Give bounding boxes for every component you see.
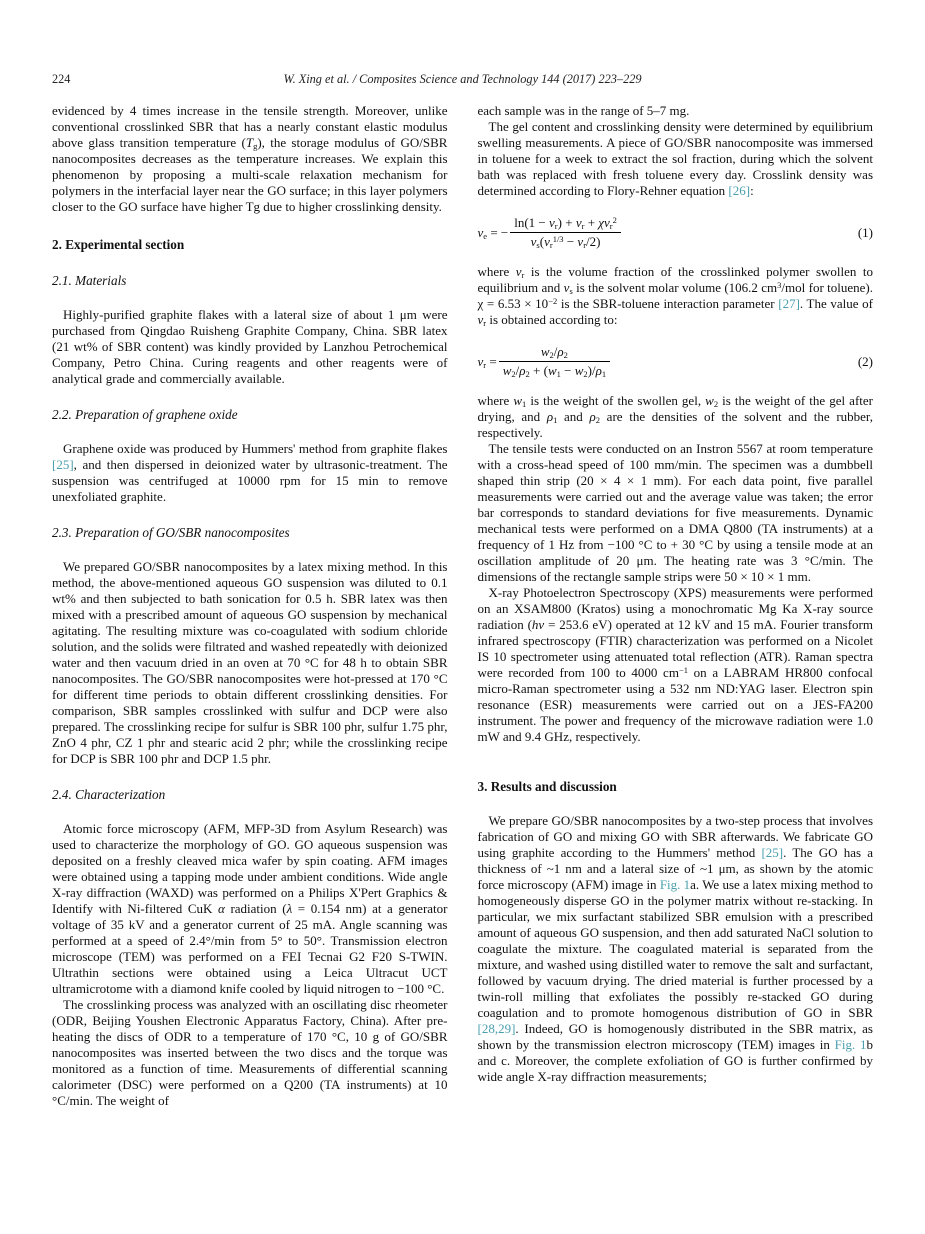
equation-1-lhs: $\nu_e$ = − — [477, 224, 509, 241]
sample-weight-paragraph: each sample was in the range of 5–7 mg. — [477, 103, 690, 118]
equation-2-fraction — [499, 344, 610, 379]
citation-link[interactable]: Fig. 1 — [834, 1037, 867, 1052]
right-column — [478, 103, 874, 1109]
citation-link[interactable]: [25] — [761, 845, 784, 860]
equation-1-fraction — [510, 215, 621, 250]
citation-link[interactable]: [27] — [778, 296, 800, 311]
equation-2-number: (2) — [857, 353, 873, 369]
intro-continuation-paragraph: evidenced by 4 times increase in the tensile strength. Moreover, unlike conventional crosslinked SBR that has a nearly constant elastic modulus above glass transition temperature $(T_g)$, the storage modulus of GO/SBR nanocomposites decreases as the temperature increases. We explain this phenomenon by proposing a multi-scale relaxation mechanism for polymers in the interfacial layer near the GO surface; in this layer polymers closer to the GO surface have higher Tg due to higher crosslinking density. — [52, 103, 448, 214]
nanocomposites-preparation-paragraph: We prepared GO/SBR nanocomposites by a latex mixing method. In this method, the above-mentioned aqueous GO suspension was diluted to 0.1 wt% and then subjected to bath sonication for 0.5 h. SBR latex was then mixed with a prescribed amount of aqueous GO suspension by mechanical agitating. The resulting mixture was co-coagulated with sodium chloride solution, and the solids were filtrated and washed repeatedly with deionized water and then vacuum dried in an oven at 70 °C for 48 h to obtain SBR nanocomposites. The GO/SBR nanocomposites were hot-pressed at 170 °C for different time periods to obtain different crosslinking densities. For comparison, SBR samples crosslinked with sulfur and DCP were also prepared. The crosslinking recipe for sulfur is SBR 100 phr, sulfur 1.75 phr, ZnO 4 phr, CZ 1 phr and stearic acid 2 phr; while the crosslinking recipe for DCP is SBR 100 phr and DCP 1.5 phr. — [52, 559, 448, 766]
section-2-1-heading: 2.1. Materials — [52, 273, 127, 288]
results-discussion-paragraph: We prepare GO/SBR nanocomposites by a two-step process that involves fabrication of GO and mixing GO with SBR afterwards. We fabricate GO using graphite according to the Hummers' method [25]. The GO has a thickness of ~1 nm and a lateral size of ~1 μm, as shown by the atomic force microscopy (AFM) image in Fig. 1a. We use a latex mixing method to homogeneously disperse GO in the polymer matrix without re-stacking. In particular, we mix surfactant stabilized SBR emulsion with a prescribed amount of aqueous GO suspension, and then add saturated NaCl solution to coagulate the mixture. The coagulated material is separated from the mixture, and washed using distilled water to remove the salt and surfactant, followed by vacuum drying. The dried material is further processed by a twin-roll milling that exfoliates the possibly re-stacked GO during coagulation and to promote homogenous distribution of GO in SBR [28,29]. Indeed, GO is homogenously distributed in the SBR matrix, as shown by the transmission electron microscopy (TEM) images in Fig. 1b and c. Moreover, the complete exfoliation of GO is further confirmed by wide angle X-ray diffraction measurements; — [477, 813, 873, 1084]
characterization-paragraph-1: Atomic force microscopy (AFM, MFP-3D from Asylum Research) was used to characterize the morphology of GO. GO aqueous suspension was deposited on a freshly cleaved mica wafer by spin coating. AFM images were obtained using a tapping mode under ambient conditions. Wide angle X-ray diffraction (WAXD) was performed on a Philips X'Pert Graphics & Identify with Ni-filtered CuK α radiation (λ = 0.154 nm) at a generator voltage of 35 kV and a generator current of 25 mA. Angle scanning was performed at a speed of 2.4°/min from 5° to 50°. Transmission electron microscope (TEM) was performed on a FEI Tecnai G2 F20 S-TWIN. Ultrathin sections were obtained using a Leica Ultracut UCT ultramicrotome with a diamond knife cooled by liquid nitrogen to −100 °C. — [52, 821, 448, 996]
equation-1-body — [478, 215, 621, 250]
vr-explanation-paragraph: where $w_1$ is the weight of the swollen gel, $w_2$ is the weight of the gel after drying, and $\rho_1$ and $\rho_2$ are the densities of the solvent and the rubber, respectively. — [477, 393, 873, 440]
materials-paragraph: Highly-purified graphite flakes with a lateral size of about 1 μm were purchased from Qingdao Ruisheng Graphite Company, China. SBR latex (21 wt% of SBR content) was kindly provided by Lanzhou Petrochemical Company, Petro China. Curing reagents and other reagents were of analytical grade and commercially available. — [52, 307, 448, 386]
equation-2 — [478, 344, 874, 379]
gel-content-paragraph: The gel content and crosslinking density were determined by equilibrium swelling measurements. A piece of GO/SBR nanocomposite was immersed in toluene for a week to extract the sol fraction, during which the solvent bath was replaced with fresh toluene every day. Crosslink density was determined according to Flory-Rehner equation [26]: — [477, 119, 873, 198]
section-2-4-heading: 2.4. Characterization — [52, 787, 166, 802]
equation-2-body — [478, 344, 611, 379]
equation-1 — [478, 215, 874, 250]
characterization-paragraph-2: The crosslinking process was analyzed with an oscillating disc rheometer (ODR, Beijing Youshen Electronic Apparatus Factory, China). After pre-heating the discs of ODR to a temperature of 170 °C, 10 g of GO/SBR nanocomposites was inserted between the two discs and the torque was monitored as a function of time. Measurements of differential scanning calorimeter (DSC) were performed on a Q200 (TA instruments) at 10 °C/min. The weight of — [52, 997, 448, 1108]
flory-rehner-explanation-paragraph: where $\nu_r$ is the volume fraction of the crosslinked polymer swollen to equilibrium and $\nu_s$ is the solvent molar volume (106.2 $cm^3$/mol for toluene). $\chi = 6.53 \times 10^{-2}$ is the SBR-toluene interaction parameter [27]. The value of $\nu_r$ is obtained according to: — [477, 264, 874, 329]
left-column — [52, 103, 448, 1109]
tensile-tests-paragraph: The tensile tests were conducted on an Instron 5567 at room temperature with a cross-head speed of 100 mm/min. The specimen was a dumbbell shaped thin strip (20 × 4 × 1 mm). For each data point, five parallel measurements were carried out and the average value was taken; the error bar corresponds to standard deviations for five measurements. Dynamic mechanical tests were performed on a DMA Q800 (TA instruments) at a frequency of 1 Hz from −100 °C to + 30 °C by using a tensile mode at an oscillation amplitude of 20 μm. The heating rate was 3 °C/min. The dimensions of the rectangle sample strips were 50 × 10 × 1 mm. — [477, 441, 873, 584]
xps-ftir-raman-paragraph: X-ray Photoelectron Spectroscopy (XPS) measurements were performed on an XSAM800 (Kratos) using a monochromatic Mg Ka X-ray source radiation (hν = 253.6 eV) operated at 12 kV and 15 mA. Fourier transform infrared spectroscopy (FTIR) characterization was performed on a Nicolet IS 10 spectrometer using attenuated total reflection (ATR). Raman spectra were recorded from 100 to 4000 $cm^{-1}$ on a LABRAM HR800 confocal micro-Raman spectrometer using a 532 nm ND:YAG laser. Electron spin resonance (ESR) measurements were carried out on a JES-FA200 instrument. The power and frequency of the microwave radiation were 1.0 mW and 9.4 GHz, respectively. — [477, 585, 873, 744]
equation-1-denominator: $\nu_s(\nu_r^{1/3} - \nu_r/2)$ — [510, 232, 621, 250]
citation-link[interactable]: [26] — [728, 183, 751, 198]
equation-2-numerator: $w_2/\rho_2$ — [540, 344, 568, 361]
page-number: 224 — [52, 72, 71, 86]
equation-2-lhs: $\nu_r$ = — [477, 353, 497, 370]
section-2-2-heading: 2.2. Preparation of graphene oxide — [52, 407, 238, 422]
equation-2-denominator: $w_2/\rho_2 + (w_1 - w_2)/\rho_1$ — [499, 361, 610, 379]
graphene-oxide-paragraph: Graphene oxide was produced by Hummers' method from graphite flakes [25], and then dispersed in deionized water by ultrasonic-treatment. The suspension was centrifuged at 10000 rpm for 15 min to remove unexfoliated graphite. — [52, 441, 448, 504]
section-2-heading: 2. Experimental section — [52, 237, 185, 252]
journal-header: W. Xing et al. / Composites Science and Technology 144 (2017) 223–229 — [283, 72, 642, 86]
citation-link[interactable]: Fig. 1 — [659, 877, 691, 892]
two-column-body — [52, 103, 873, 1109]
page-header — [52, 72, 873, 88]
section-2-3-heading: 2.3. Preparation of GO/SBR nanocomposites — [52, 525, 290, 540]
citation-link[interactable]: [28,29] — [477, 1021, 516, 1036]
section-3-heading: 3. Results and discussion — [477, 779, 617, 794]
equation-1-numerator: $\ln(1 - \nu_r) + \nu_r + \chi\nu_r^2$ — [514, 214, 617, 232]
equation-1-number: (1) — [857, 224, 873, 240]
citation-link[interactable]: [25] — [52, 457, 74, 472]
